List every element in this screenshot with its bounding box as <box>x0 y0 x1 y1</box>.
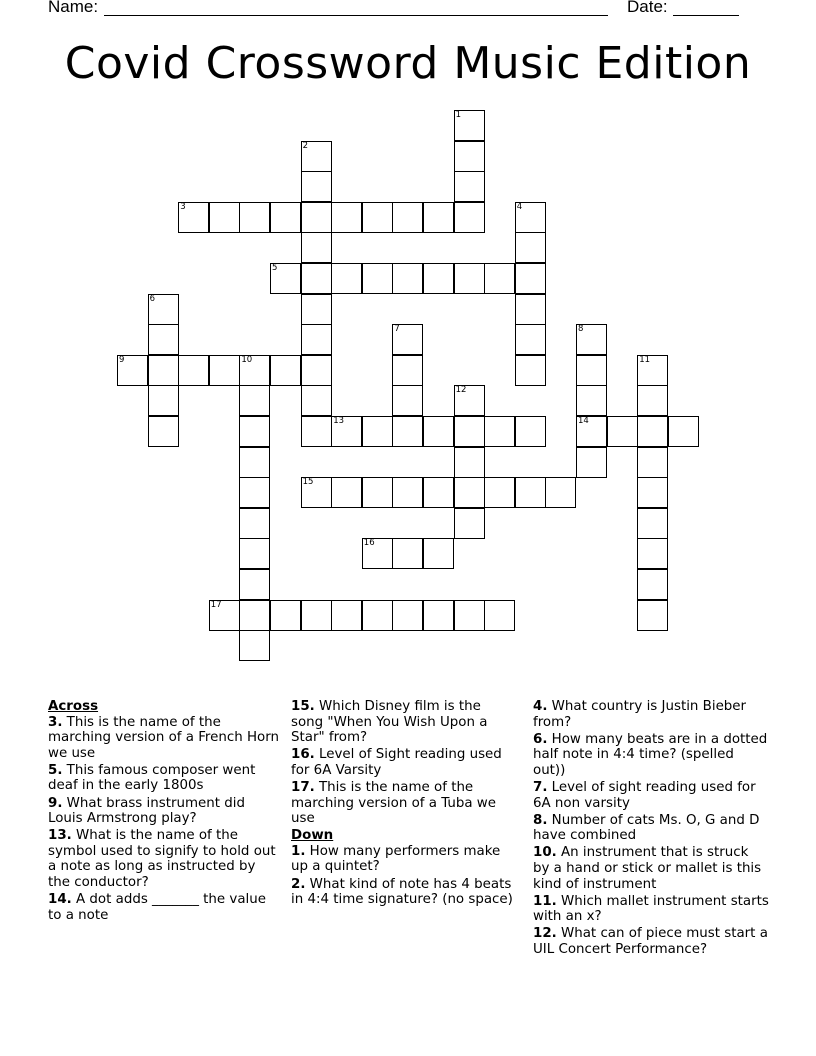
clue-across-9: 9. What brass instrument did Louis Armstrong play? <box>48 795 245 827</box>
grid-cell[interactable] <box>270 202 301 233</box>
grid-cell[interactable] <box>637 508 668 539</box>
grid-cell[interactable] <box>392 600 423 631</box>
date-label: Date: <box>627 0 668 16</box>
grid-cell[interactable] <box>301 294 332 325</box>
clue-across-3: 3. This is the name of the marching version of a French Horn we use <box>48 714 279 761</box>
grid-cell[interactable] <box>331 263 362 294</box>
grid-cell[interactable] <box>668 416 699 447</box>
clue-number: 9 <box>119 354 125 365</box>
grid-cell[interactable] <box>423 416 454 447</box>
grid-cell[interactable] <box>117 355 148 386</box>
down-heading: Down <box>291 828 334 844</box>
grid-cell[interactable] <box>270 263 301 294</box>
grid-cell[interactable] <box>392 385 423 416</box>
clue-number: 15 <box>302 477 314 488</box>
grid-cell[interactable] <box>301 232 332 263</box>
grid-cell[interactable] <box>576 447 607 478</box>
grid-cell[interactable] <box>331 600 362 631</box>
grid-cell[interactable] <box>148 294 179 325</box>
grid-cell[interactable] <box>454 508 485 539</box>
clue-down-4: 4. What country is Justin Bieber from? <box>533 699 747 730</box>
grid-cell[interactable] <box>454 263 485 294</box>
clue-down-6: 6. How many beats are in a dotted half note in 4:4 time? (spelled out)) <box>533 731 768 778</box>
grid-cell[interactable] <box>607 416 638 447</box>
clue-down-7: 7. Level of sight reading used for 6A non varsity <box>533 779 756 811</box>
grid-cell[interactable] <box>148 324 179 355</box>
clue-number: 7 <box>394 324 400 335</box>
grid-cell[interactable] <box>148 416 179 447</box>
grid-cell[interactable] <box>239 355 270 386</box>
grid-cell[interactable] <box>515 416 546 447</box>
grid-cell[interactable] <box>239 600 270 631</box>
clue-number: 16 <box>363 538 375 549</box>
grid-cell[interactable] <box>576 324 607 355</box>
clue-across-15: 15. Which Disney film is the song "When You Wish Upon a Star" from? <box>291 699 488 746</box>
grid-cell[interactable] <box>331 416 362 447</box>
grid-cell[interactable] <box>454 477 485 508</box>
grid-cell[interactable] <box>270 355 301 386</box>
clue-number: 12 <box>455 385 467 396</box>
grid-cell[interactable] <box>239 538 270 569</box>
clue-down-10: 10. An instrument that is struck by a hand or stick or mallet is this kind of instrument <box>533 845 762 892</box>
across-heading: Across <box>48 699 99 714</box>
grid-cell[interactable] <box>454 171 485 202</box>
clue-across-17: 17. This is the name of the marching version of a Tuba we use <box>291 779 496 827</box>
grid-cell[interactable] <box>301 416 332 447</box>
grid-cell[interactable] <box>484 600 515 631</box>
grid-cell[interactable] <box>178 202 209 233</box>
clue-number: 4 <box>516 201 523 212</box>
clue-number: 11 <box>639 354 651 365</box>
clue-number: 17 <box>210 599 222 610</box>
grid-cell[interactable] <box>301 263 332 294</box>
grid-cell[interactable] <box>484 263 515 294</box>
grid-cell[interactable] <box>209 202 240 233</box>
grid-cell[interactable] <box>515 263 546 294</box>
grid-cell[interactable] <box>454 141 485 172</box>
clue-down-1: 1. How many performers make up a quintet? <box>291 843 501 875</box>
grid-cell[interactable] <box>392 263 423 294</box>
grid-cell[interactable] <box>301 355 332 386</box>
grid-cell[interactable] <box>301 477 332 508</box>
grid-cell[interactable] <box>209 600 240 631</box>
grid-cell[interactable] <box>515 355 546 386</box>
grid-cell[interactable] <box>637 538 668 569</box>
grid-cell[interactable] <box>637 600 668 631</box>
clue-number: 8 <box>578 324 584 335</box>
page-title: Covid Crossword Music Edition <box>64 38 752 89</box>
grid-cell[interactable] <box>423 600 454 631</box>
clue-down-11: 11. Which mallet instrument starts with an x? <box>533 893 769 925</box>
clue-number: 5 <box>272 263 278 273</box>
grid-cell[interactable] <box>362 263 393 294</box>
grid-cell[interactable] <box>515 202 546 233</box>
grid-cell[interactable] <box>484 477 515 508</box>
grid-cell[interactable] <box>454 600 485 631</box>
grid-cell[interactable] <box>301 171 332 202</box>
grid-cell[interactable] <box>362 600 393 631</box>
grid-cell[interactable] <box>301 141 332 172</box>
clue-column-1 <box>48 699 280 925</box>
grid-cell[interactable] <box>545 477 576 508</box>
grid-cell[interactable] <box>301 600 332 631</box>
grid-cell[interactable] <box>239 202 270 233</box>
grid-cell[interactable] <box>148 355 179 386</box>
grid-cell[interactable] <box>637 385 668 416</box>
grid-cell[interactable] <box>301 385 332 416</box>
grid-cell[interactable] <box>454 416 485 447</box>
grid-cell[interactable] <box>239 630 270 661</box>
clue-across-16: 16. Level of Sight reading used for 6A Varsity <box>291 747 502 778</box>
grid-cell[interactable] <box>301 324 332 355</box>
clue-number: 10 <box>241 354 253 365</box>
grid-cell[interactable] <box>239 447 270 478</box>
grid-cell[interactable] <box>637 447 668 478</box>
clue-across-14: 14. A dot adds _______ the value to a note <box>48 892 266 923</box>
grid-cell[interactable] <box>515 294 546 325</box>
grid-cell[interactable] <box>637 477 668 508</box>
grid-cell[interactable] <box>515 232 546 263</box>
grid-cell[interactable] <box>239 416 270 447</box>
grid-cell[interactable] <box>301 202 332 233</box>
clue-number: 1 <box>455 110 462 120</box>
grid-cell[interactable] <box>423 263 454 294</box>
grid-cell[interactable] <box>392 538 423 569</box>
grid-cell[interactable] <box>239 385 270 416</box>
name-label: Name: <box>48 0 99 16</box>
grid-cell[interactable] <box>392 324 423 355</box>
clue-column-2 <box>291 699 515 909</box>
grid-cell[interactable] <box>239 508 270 539</box>
grid-cell[interactable] <box>454 202 485 233</box>
grid-cell[interactable] <box>637 569 668 600</box>
grid-cell[interactable] <box>637 355 668 386</box>
clue-across-5: 5. This famous composer went deaf in the early 1800s <box>48 762 256 794</box>
grid-cell[interactable] <box>576 416 607 447</box>
grid-cell[interactable] <box>515 324 546 355</box>
grid-cell[interactable] <box>392 202 423 233</box>
clue-number: 6 <box>149 293 156 304</box>
grid-cell[interactable] <box>423 538 454 569</box>
clue-number: 3 <box>180 201 186 212</box>
grid-cell[interactable] <box>515 477 546 508</box>
grid-cell[interactable] <box>362 477 393 508</box>
grid-cell[interactable] <box>392 355 423 386</box>
grid-cell[interactable] <box>637 416 668 447</box>
grid-cell[interactable] <box>270 600 301 631</box>
grid-cell[interactable] <box>423 202 454 233</box>
grid-cell[interactable] <box>454 385 485 416</box>
grid-cell[interactable] <box>239 477 270 508</box>
clue-number: 13 <box>333 416 345 426</box>
grid-cell[interactable] <box>362 416 393 447</box>
clue-column-3 <box>533 699 769 959</box>
clue-number: 2 <box>302 140 309 151</box>
grid-cell[interactable] <box>423 477 454 508</box>
grid-cell[interactable] <box>392 416 423 447</box>
grid-cell[interactable] <box>576 385 607 416</box>
clue-number: 14 <box>578 416 589 426</box>
grid-cell[interactable] <box>209 355 240 386</box>
grid-cell[interactable] <box>239 569 270 600</box>
clue-down-12: 12. What can of piece must start a UIL Concert Performance? <box>533 926 768 957</box>
grid-cell[interactable] <box>454 110 485 141</box>
grid-cell[interactable] <box>484 416 515 447</box>
clue-down-2: 2. What kind of note has 4 beats in 4:4 time signature? (no space) <box>291 876 513 908</box>
clue-down-8: 8. Number of cats Ms. O, G and D have combined <box>533 812 760 844</box>
grid-cell[interactable] <box>576 355 607 386</box>
grid-cell[interactable] <box>362 538 393 569</box>
grid-cell[interactable] <box>362 202 393 233</box>
grid-cell[interactable] <box>148 385 179 416</box>
grid-cell[interactable] <box>331 477 362 508</box>
grid-cell[interactable] <box>178 355 209 386</box>
grid-cell[interactable] <box>331 202 362 233</box>
clue-across-13: 13. What is the name of the symbol used to signify to hold out a note as long as instructed by the conductor? <box>48 828 276 891</box>
grid-cell[interactable] <box>392 477 423 508</box>
grid-cell[interactable] <box>454 447 485 478</box>
